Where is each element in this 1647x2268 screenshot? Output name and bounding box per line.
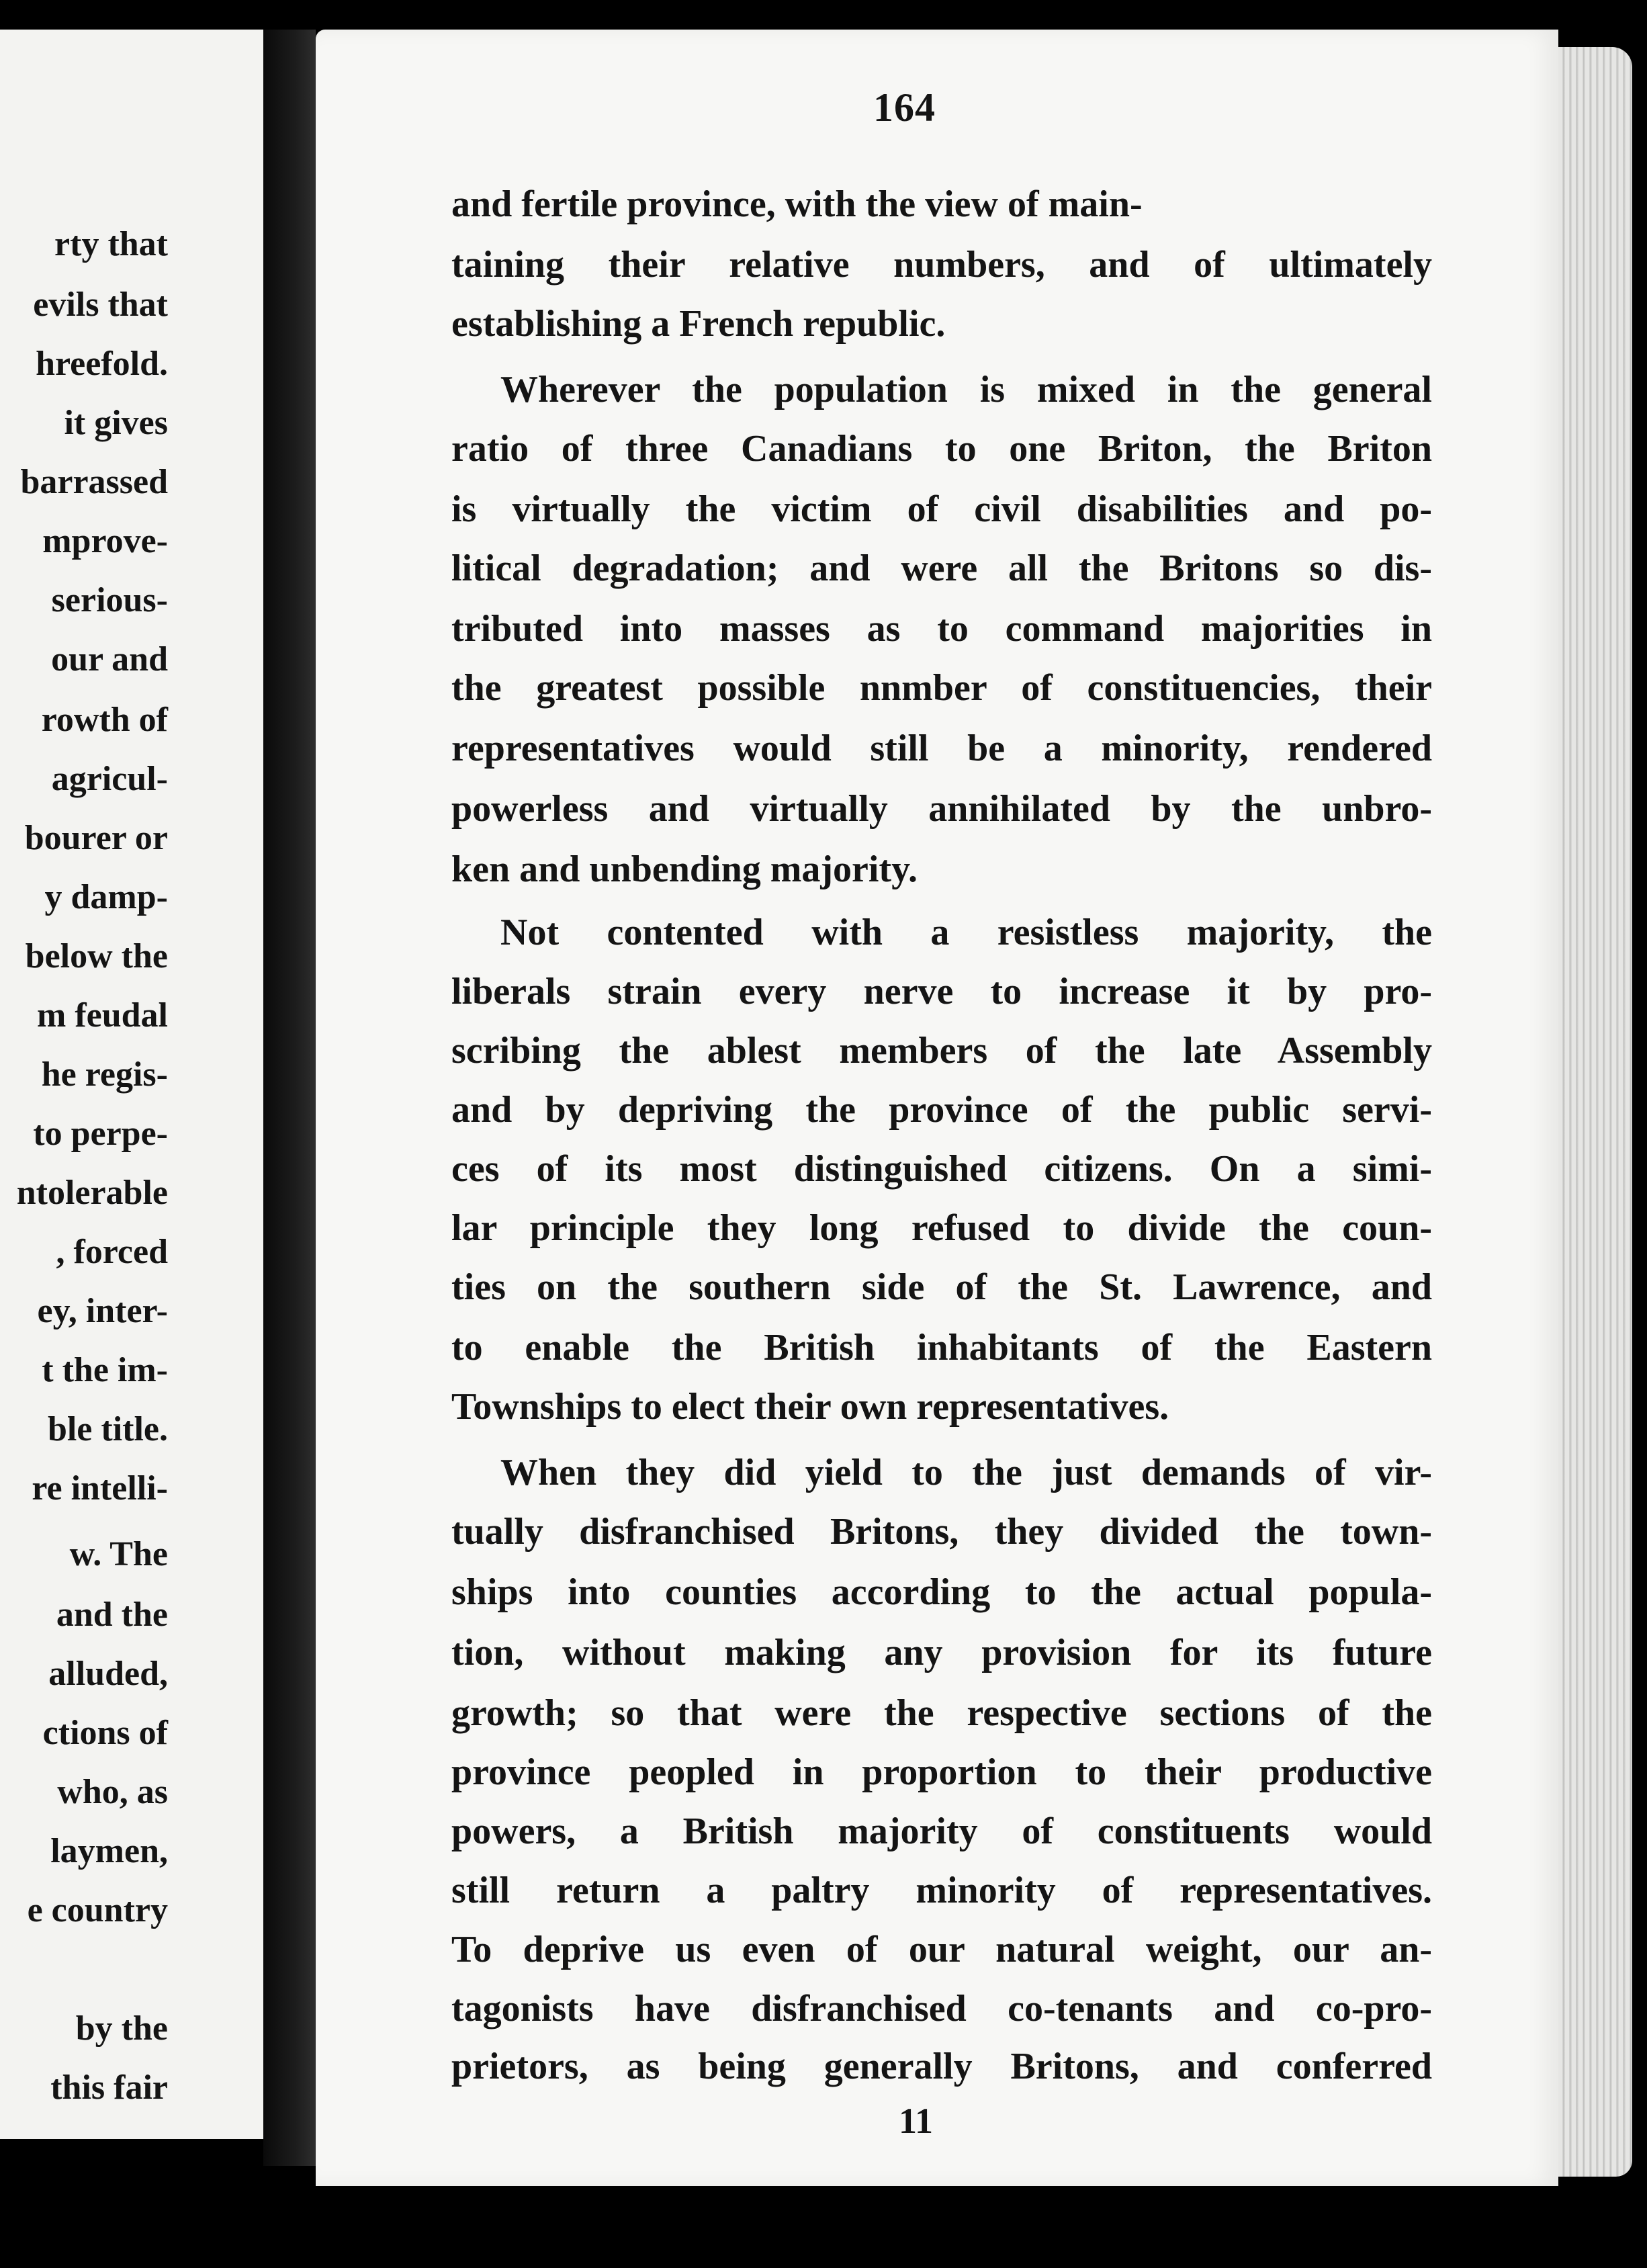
left-line: e country [27, 1891, 168, 1929]
body-line: is virtually the victim of civil disabilities and po- [451, 488, 1432, 530]
book-gutter [263, 30, 316, 2166]
left-line: t the im- [42, 1351, 168, 1389]
left-line: hreefold. [36, 345, 168, 383]
page-edges [1558, 47, 1632, 2177]
left-line: to perpe- [33, 1115, 168, 1153]
body-line: powers, a British majority of constituents would [451, 1811, 1432, 1852]
body-line: tion, without making any provision for its future [451, 1632, 1432, 1673]
left-facing-page [0, 30, 265, 2139]
left-line: rty that [54, 225, 168, 263]
left-line: m feudal [37, 996, 168, 1035]
body-line: growth; so that were the respective sections of the [451, 1692, 1432, 1734]
left-line: evils that [33, 286, 168, 324]
body-line: powerless and virtually annihilated by the unbro- [451, 788, 1432, 830]
body-line: the greatest possible nnmber of constituencies, their [451, 667, 1432, 709]
body-line: taining their relative numbers, and of ultimately [451, 244, 1432, 286]
left-line: barrassed [20, 463, 168, 501]
body-line: liberals strain every nerve to increase it by pro- [451, 971, 1432, 1012]
left-line: by the [75, 2009, 168, 2048]
left-line: it gives [64, 404, 168, 442]
left-line: alluded, [48, 1655, 168, 1693]
body-line: and by depriving the province of the public servi- [451, 1089, 1432, 1131]
body-line: establishing a French republic. [451, 303, 946, 345]
signature-mark: 11 [899, 2101, 934, 2141]
left-line: this fair [50, 2068, 168, 2107]
body-line: Wherever the population is mixed in the general [500, 369, 1432, 410]
left-line: ctions of [42, 1714, 168, 1752]
left-line: our and [51, 640, 168, 679]
left-line: laymen, [50, 1832, 168, 1870]
body-line: ships into counties according to the actual popula- [451, 1571, 1432, 1613]
body-line: litical degradation; and were all the Britons so dis- [451, 548, 1432, 589]
body-line: to enable the British inhabitants of the Eastern [451, 1327, 1432, 1368]
left-line: bourer or [24, 819, 168, 857]
body-line: lar principle they long refused to divide the coun- [451, 1207, 1432, 1249]
body-line: still return a paltry minority of representatives. [451, 1870, 1432, 1911]
left-line: who, as [57, 1773, 168, 1811]
body-line: ratio of three Canadians to one Briton, the Briton [451, 428, 1432, 470]
left-line: below the [25, 937, 168, 975]
body-line: ces of its most distinguished citizens. On a simi- [451, 1148, 1432, 1190]
body-line: ties on the southern side of the St. Lawrence, and [451, 1266, 1432, 1308]
body-line: tually disfranchised Britons, they divided the town- [451, 1511, 1432, 1553]
body-line: tagonists have disfranchised co-tenants and co-pro- [451, 1988, 1432, 2030]
body-line: ken and unbending majority. [451, 848, 918, 890]
page-number: 164 [873, 85, 936, 130]
body-line: province peopled in proportion to their productive [451, 1751, 1432, 1793]
left-line: rowth of [41, 701, 168, 739]
body-line: scribing the ablest members of the late Assembly [451, 1030, 1432, 1072]
body-line: prietors, as being generally Britons, and conferred [451, 2046, 1432, 2087]
left-line: mprove- [42, 522, 168, 560]
left-line: ntolerable [16, 1174, 168, 1212]
left-line: ble title. [47, 1410, 168, 1448]
left-line: w. The [69, 1535, 168, 1573]
left-line: re intelli- [32, 1469, 168, 1508]
left-line: serious- [51, 581, 168, 619]
body-line: To deprive us even of our natural weight, our an- [451, 1929, 1432, 1970]
body-line: tributed into masses as to command majorities in [451, 608, 1432, 650]
left-line: y damp- [44, 878, 168, 916]
left-line: , forced [56, 1233, 168, 1271]
left-line: he regis- [41, 1055, 168, 1094]
body-line: Not contented with a resistless majority, the [500, 912, 1432, 953]
left-line: agricul- [51, 760, 168, 798]
body-line: Townships to elect their own representatives. [451, 1386, 1169, 1428]
body-line: representatives would still be a minority, rendered [451, 728, 1432, 769]
body-line: When they did yield to the just demands of vir- [500, 1452, 1432, 1493]
left-line: ey, inter- [37, 1292, 168, 1330]
body-line: and fertile province, with the view of main- [451, 183, 1143, 225]
left-line: and the [56, 1596, 168, 1634]
